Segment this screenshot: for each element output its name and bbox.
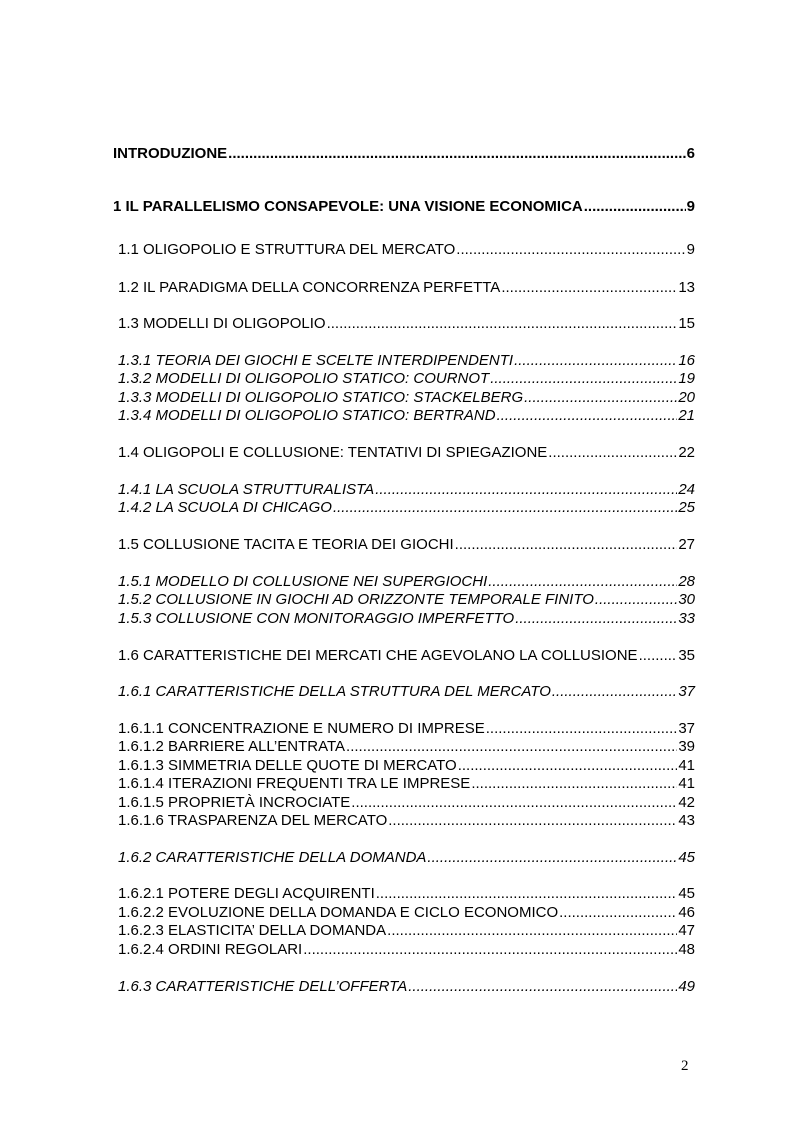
toc-entry-title: 1.5 COLLUSIONE TACITA E TEORIA DEI GIOCHI <box>118 536 454 553</box>
dot-leader <box>595 591 677 609</box>
page-number: 2 <box>681 1058 689 1074</box>
toc-entry-page: 15 <box>678 315 695 332</box>
toc-entry-1-6[interactable] <box>118 647 695 665</box>
toc-entry-page: 25 <box>678 499 695 516</box>
toc-entry-page: 37 <box>678 720 695 737</box>
dot-leader <box>228 145 685 163</box>
dot-leader <box>456 241 685 259</box>
dot-leader <box>327 315 678 333</box>
toc-entry-page: 21 <box>678 407 695 424</box>
toc-entry-title: 1.6 CARATTERISTICHE DEI MERCATI CHE AGEVOLANO LA COLLUSIONE <box>118 647 638 664</box>
dot-leader <box>514 352 677 370</box>
toc-entry-title: 1.6.1.1 CONCENTRAZIONE E NUMERO DI IMPRESE <box>118 720 485 737</box>
toc-entry-1-3-4[interactable] <box>118 407 695 425</box>
toc-entry-title: 1.4.1 LA SCUOLA STRUTTURALISTA <box>118 481 375 498</box>
toc-entry-1-3-2[interactable] <box>118 370 695 388</box>
toc-entry-1-6-1-1[interactable] <box>118 720 695 738</box>
dot-leader <box>376 885 678 903</box>
toc-entry-1-6-1-2[interactable] <box>118 738 695 756</box>
toc-entry-page: 46 <box>678 904 695 921</box>
toc-entry-title: 1.3.3 MODELLI DI OLIGOPOLIO STATICO: STACKELBERG <box>118 389 524 406</box>
dot-leader <box>501 279 677 297</box>
toc-entry-page: 22 <box>678 444 695 461</box>
dot-leader <box>408 978 677 996</box>
toc-entry-chapter-1[interactable] <box>113 198 695 216</box>
toc-entry-1-5[interactable] <box>118 536 695 554</box>
toc-entry-1-1[interactable] <box>118 241 695 259</box>
toc-entry-page: 16 <box>678 352 695 369</box>
toc-entry-title: 1.6.1.4 ITERAZIONI FREQUENTI TRA LE IMPRESE <box>118 775 471 792</box>
toc-entry-title: 1.5.2 COLLUSIONE IN GIOCHI AD ORIZZONTE TEMPORALE FINITO <box>118 591 594 608</box>
toc-entry-1-5-2[interactable] <box>118 591 695 609</box>
toc-entry-title: 1.6.1.2 BARRIERE ALL’ENTRATA <box>118 738 346 755</box>
toc-entry-page: 41 <box>678 775 695 792</box>
toc-entry-title: 1.4.2 LA SCUOLA DI CHICAGO <box>118 499 332 516</box>
dot-leader <box>515 610 677 628</box>
toc-entry-page: 9 <box>686 241 695 258</box>
toc-entry-page: 37 <box>678 683 695 700</box>
toc-entry-page: 28 <box>678 573 695 590</box>
dot-leader <box>333 499 677 517</box>
toc-entry-page: 27 <box>678 536 695 553</box>
toc-entry-page: 30 <box>678 591 695 608</box>
toc-entry-page: 33 <box>678 610 695 627</box>
toc-entry-1-4-2[interactable] <box>118 499 695 517</box>
toc-entry-title: 1.3.1 TEORIA DEI GIOCHI E SCELTE INTERDIPENDENTI <box>118 352 514 369</box>
toc-entry-title: 1.3.4 MODELLI DI OLIGOPOLIO STATICO: BERTRAND <box>118 407 496 424</box>
dot-leader <box>488 573 677 591</box>
toc-entry-title: 1.3.2 MODELLI DI OLIGOPOLIO STATICO: COURNOT <box>118 370 490 387</box>
dot-leader <box>584 198 686 216</box>
toc-entry-title: 1.6.1 CARATTERISTICHE DELLA STRUTTURA DEL MERCATO <box>118 683 551 700</box>
toc-entry-1-4-1[interactable] <box>118 481 695 499</box>
toc-entry-page: 19 <box>678 370 695 387</box>
toc-entry-title: 1.6.1.3 SIMMETRIA DELLE QUOTE DI MERCATO <box>118 757 457 774</box>
dot-leader <box>486 720 678 738</box>
toc-entry-1-5-3[interactable] <box>118 610 695 628</box>
dot-leader <box>552 683 677 701</box>
toc-entry-title: 1.4 OLIGOPOLI E COLLUSIONE: TENTATIVI DI SPIEGAZIONE <box>118 444 548 461</box>
toc-entry-1-3[interactable] <box>118 315 695 333</box>
dot-leader <box>639 647 678 665</box>
toc-entry-page: 45 <box>678 885 695 902</box>
toc-entry-1-6-2-1[interactable] <box>118 885 695 903</box>
toc-entry-title: 1.6.2.2 EVOLUZIONE DELLA DOMANDA E CICLO ECONOMICO <box>118 904 559 921</box>
toc-entry-1-6-1-6[interactable] <box>118 812 695 830</box>
toc-entry-page: 35 <box>678 647 695 664</box>
toc-entry-1-6-3[interactable] <box>118 978 695 996</box>
dot-leader <box>524 389 677 407</box>
dot-leader <box>427 849 677 867</box>
toc-entry-page: 42 <box>678 794 695 811</box>
toc-entry-1-5-1[interactable] <box>118 573 695 591</box>
dot-leader <box>455 536 678 554</box>
toc-entry-1-6-1-5[interactable] <box>118 794 695 812</box>
toc-entry-1-6-1[interactable] <box>118 683 695 701</box>
toc-entry-title: 1.5.1 MODELLO DI COLLUSIONE NEI SUPERGIOCHI <box>118 573 488 590</box>
toc-entry-1-6-2[interactable] <box>118 849 695 867</box>
toc-entry-1-6-2-4[interactable] <box>118 941 695 959</box>
toc-entry-1-6-2-3[interactable] <box>118 922 695 940</box>
toc-entry-1-6-1-3[interactable] <box>118 757 695 775</box>
dot-leader <box>471 775 677 793</box>
toc-entry-title: 1.2 IL PARADIGMA DELLA CONCORRENZA PERFETTA <box>118 279 501 296</box>
toc-entry-title: 1.6.2.4 ORDINI REGOLARI <box>118 941 303 958</box>
toc-entry-page: 49 <box>678 978 695 995</box>
dot-leader <box>497 407 678 425</box>
toc-entry-page: 45 <box>678 849 695 866</box>
toc-entry-page: 20 <box>678 389 695 406</box>
toc-entry-page: 9 <box>686 198 695 215</box>
toc-entry-title: 1.5.3 COLLUSIONE CON MONITORAGGIO IMPERFETTO <box>118 610 515 627</box>
toc-entry-1-6-1-4[interactable] <box>118 775 695 793</box>
toc-entry-page: 48 <box>678 941 695 958</box>
toc-entry-page: 47 <box>678 922 695 939</box>
toc-entry-page: 24 <box>678 481 695 498</box>
toc-entry-page: 6 <box>686 145 695 162</box>
toc-entry-1-6-2-2[interactable] <box>118 904 695 922</box>
toc-entry-title: INTRODUZIONE <box>113 145 228 162</box>
toc-entry-title: 1.6.2.1 POTERE DEGLI ACQUIRENTI <box>118 885 375 902</box>
toc-entry-1-3-1[interactable] <box>118 352 695 370</box>
toc-entry-title: 1.6.2 CARATTERISTICHE DELLA DOMANDA <box>118 849 427 866</box>
dot-leader <box>388 812 677 830</box>
toc-entry-introduzione[interactable] <box>113 145 695 163</box>
toc-entry-1-4[interactable] <box>118 444 695 462</box>
toc-entry-title: 1.6.3 CARATTERISTICHE DELL’OFFERTA <box>118 978 408 995</box>
toc-entry-title: 1.6.2.3 ELASTICITA’ DELLA DOMANDA <box>118 922 387 939</box>
toc-entry-title: 1.3 MODELLI DI OLIGOPOLIO <box>118 315 326 332</box>
dot-leader <box>559 904 677 922</box>
dot-leader <box>375 481 677 499</box>
dot-leader <box>458 757 678 775</box>
toc-entry-title: 1 IL PARALLELISMO CONSAPEVOLE: UNA VISIONE ECONOMICA <box>113 198 583 215</box>
dot-leader <box>387 922 677 940</box>
dot-leader <box>548 444 677 462</box>
toc-entry-1-3-3[interactable] <box>118 389 695 407</box>
toc-entry-page: 41 <box>678 757 695 774</box>
dot-leader <box>490 370 677 388</box>
dot-leader <box>303 941 677 959</box>
toc-entry-title: 1.6.1.5 PROPRIETÀ INCROCIATE <box>118 794 351 811</box>
toc-entry-title: 1.1 OLIGOPOLIO E STRUTTURA DEL MERCATO <box>118 241 456 258</box>
dot-leader <box>351 794 677 812</box>
dot-leader <box>346 738 677 756</box>
toc-entry-page: 13 <box>678 279 695 296</box>
toc-entry-title: 1.6.1.6 TRASPARENZA DEL MERCATO <box>118 812 388 829</box>
toc-entry-page: 39 <box>678 738 695 755</box>
toc-entry-page: 43 <box>678 812 695 829</box>
toc-entry-1-2[interactable] <box>118 279 695 297</box>
